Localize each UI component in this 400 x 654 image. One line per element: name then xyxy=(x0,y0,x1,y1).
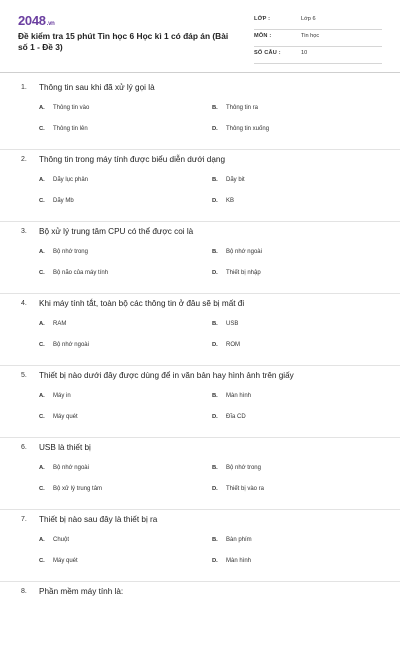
option-letter: B. xyxy=(212,537,218,543)
option-text: Màn hình xyxy=(226,558,252,564)
option-letter: A. xyxy=(39,321,45,327)
option-c[interactable] xyxy=(39,126,88,132)
option-letter: D. xyxy=(212,486,218,492)
option-text: Bàn phím xyxy=(226,537,252,543)
option-b[interactable] xyxy=(212,105,258,111)
option-text: Bộ nhớ ngoài xyxy=(53,465,89,471)
option-c[interactable] xyxy=(39,342,89,348)
option-b[interactable] xyxy=(212,321,238,327)
question-number: 1. xyxy=(21,84,27,91)
question-text: Thông tin sau khi đã xử lý gọi là xyxy=(39,83,155,92)
question-number: 5. xyxy=(21,372,27,379)
option-letter: C. xyxy=(39,126,45,132)
option-c[interactable] xyxy=(39,486,102,492)
option-text: Bộ nhớ trong xyxy=(226,465,261,471)
option-letter: D. xyxy=(212,342,218,348)
logo-suffix: .vn xyxy=(46,21,55,27)
option-a[interactable] xyxy=(39,249,88,255)
question-text: USB là thiết bị xyxy=(39,443,91,452)
option-letter: D. xyxy=(212,198,218,204)
question-text: Bộ xử lý trung tâm CPU có thể được coi là xyxy=(39,227,194,236)
option-letter: B. xyxy=(212,177,218,183)
option-b[interactable] xyxy=(212,177,245,183)
option-letter: D. xyxy=(212,414,218,420)
option-letter: A. xyxy=(39,393,45,399)
option-text: Máy in xyxy=(53,393,71,399)
question-number: 2. xyxy=(21,156,27,163)
option-d[interactable] xyxy=(212,414,246,420)
option-letter: C. xyxy=(39,558,45,564)
option-letter: B. xyxy=(212,321,218,327)
option-text: RAM xyxy=(53,321,67,327)
option-letter: A. xyxy=(39,537,45,543)
option-text: ROM xyxy=(226,342,240,348)
option-letter: D. xyxy=(212,558,218,564)
option-text: Đĩa CD xyxy=(226,414,246,420)
option-text: Bộ não của máy tính xyxy=(53,270,109,276)
question-1 xyxy=(0,78,400,150)
meta-value: Tin học xyxy=(301,33,320,39)
question-6 xyxy=(0,438,400,510)
option-text: Bộ xử lý trung tâm xyxy=(53,486,103,492)
option-c[interactable] xyxy=(39,414,78,420)
option-text: Thông tin ra xyxy=(226,105,259,111)
question-number: 3. xyxy=(21,228,27,235)
question-text: Thiết bị nào dưới đây được dùng để in văn bản hay hình ảnh trên giấy xyxy=(39,371,294,380)
question-number: 7. xyxy=(21,516,27,523)
option-text: KB xyxy=(226,198,235,204)
meta-value: Lớp 6 xyxy=(301,16,316,22)
question-4 xyxy=(0,294,400,366)
option-d[interactable] xyxy=(212,342,240,348)
option-text: Máy quét xyxy=(53,558,78,564)
question-text: Thiết bị nào sau đây là thiết bị ra xyxy=(39,515,158,524)
option-b[interactable] xyxy=(212,249,262,255)
option-d[interactable] xyxy=(212,126,269,132)
option-letter: C. xyxy=(39,414,45,420)
option-a[interactable] xyxy=(39,105,89,111)
option-letter: D. xyxy=(212,270,218,276)
question-number: 8. xyxy=(21,588,27,595)
option-letter: A. xyxy=(39,105,45,111)
question-5 xyxy=(0,366,400,438)
header xyxy=(18,13,382,63)
option-text: Màn hình xyxy=(226,393,252,399)
option-a[interactable] xyxy=(39,537,69,543)
meta-value: 10 xyxy=(301,50,308,56)
question-3 xyxy=(0,222,400,294)
option-text: USB xyxy=(226,321,239,327)
option-text: Máy quét xyxy=(53,414,78,420)
option-letter: A. xyxy=(39,177,45,183)
meta-label: SỐ CÂU : xyxy=(254,50,281,56)
question-7 xyxy=(0,510,400,582)
option-text: Thông tin lên xyxy=(53,126,88,132)
option-d[interactable] xyxy=(212,486,264,492)
option-text: Bộ nhớ ngoài xyxy=(226,249,262,255)
meta-row-class xyxy=(254,13,382,30)
option-letter: C. xyxy=(39,198,45,204)
question-text: Thông tin trong máy tính được biểu diễn dưới dạng xyxy=(39,155,226,164)
option-text: Thiết bị nhập xyxy=(226,270,261,276)
option-text: Dãy Mb xyxy=(53,198,74,204)
option-d[interactable] xyxy=(212,198,234,204)
header-divider xyxy=(0,72,400,73)
option-a[interactable] xyxy=(39,393,71,399)
exam-meta xyxy=(254,13,382,64)
option-d[interactable] xyxy=(212,270,261,276)
option-text: Chuột xyxy=(53,537,70,543)
option-text: Dãy bit xyxy=(226,177,245,183)
meta-row-count xyxy=(254,47,382,64)
option-c[interactable] xyxy=(39,198,74,204)
option-a[interactable] xyxy=(39,465,89,471)
question-number: 6. xyxy=(21,444,27,451)
option-letter: B. xyxy=(212,465,218,471)
page-title: Đề kiểm tra 15 phút Tin học 6 Học kì 1 có đáp án (Bài số 1 - Đề 3) xyxy=(18,31,229,52)
option-d[interactable] xyxy=(212,558,251,564)
question-2 xyxy=(0,150,400,222)
option-letter: B. xyxy=(212,249,218,255)
meta-label: MÔN : xyxy=(254,33,272,39)
option-text: Thiết bị vào ra xyxy=(226,486,265,492)
option-letter: C. xyxy=(39,342,45,348)
option-letter: C. xyxy=(39,270,45,276)
option-text: Dãy lục phân xyxy=(53,177,89,183)
option-letter: B. xyxy=(212,105,218,111)
meta-label: LỚP : xyxy=(254,16,271,22)
option-a[interactable] xyxy=(39,321,66,327)
option-b[interactable] xyxy=(212,393,251,399)
option-letter: B. xyxy=(212,393,218,399)
meta-row-subject xyxy=(254,30,382,47)
option-letter: D. xyxy=(212,126,218,132)
question-text: Phần mềm máy tính là: xyxy=(39,587,124,596)
question-number: 4. xyxy=(21,300,27,307)
option-letter: C. xyxy=(39,486,45,492)
option-text: Bộ nhớ ngoài xyxy=(53,342,89,348)
option-letter: A. xyxy=(39,249,45,255)
site-logo[interactable] xyxy=(18,13,55,28)
option-b[interactable] xyxy=(212,465,261,471)
question-list xyxy=(0,78,400,654)
option-c[interactable] xyxy=(39,558,78,564)
option-text: Thông tin xuống xyxy=(226,126,270,132)
option-b[interactable] xyxy=(212,537,252,543)
option-a[interactable] xyxy=(39,177,88,183)
option-letter: A. xyxy=(39,465,45,471)
option-text: Bộ nhớ trong xyxy=(53,249,88,255)
question-text: Khi máy tính tắt, toàn bộ các thông tin ở đâu sẽ bị mất đi xyxy=(39,299,245,308)
option-c[interactable] xyxy=(39,270,108,276)
option-text: Thông tin vào xyxy=(53,105,90,111)
question-8 xyxy=(0,582,400,654)
logo-main: 2048 xyxy=(18,13,46,28)
